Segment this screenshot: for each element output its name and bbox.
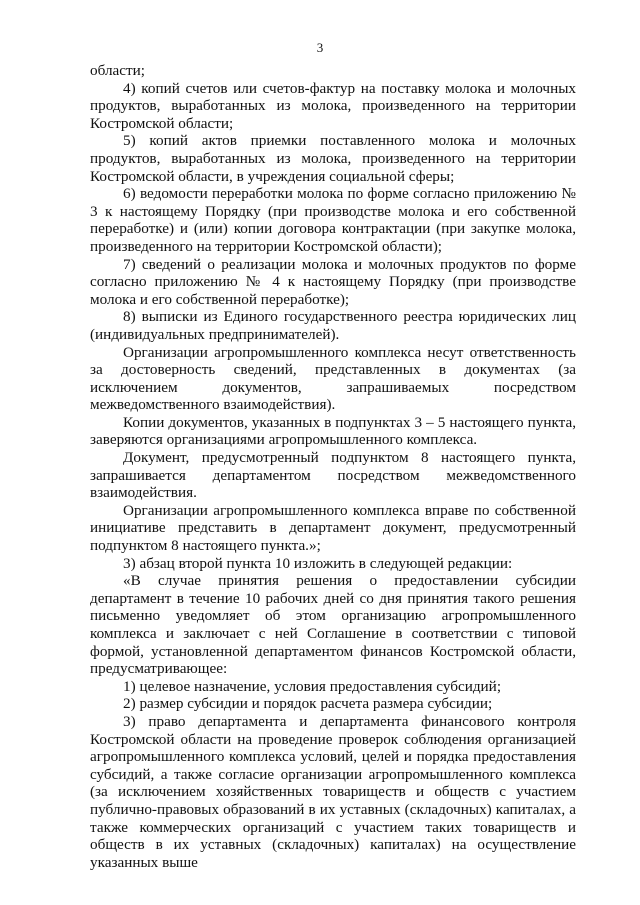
paragraph: 5) копий актов приемки поставленного молока и молочных продуктов, выработанных из молока, произведенного на территории Костромской области, в учреждения социальной сферы; [90, 132, 576, 185]
paragraph: 7) сведений о реализации молока и молочных продуктов по форме согласно приложению № 4 к настоящему Порядку (при производстве молока и его собственной переработке); [90, 255, 576, 308]
paragraph: 2) размер субсидии и порядок расчета размера субсидии; [123, 695, 493, 713]
document-body [90, 62, 576, 871]
paragraph: Документ, предусмотренный подпунктом 8 настоящего пункта, запрашивается департаментом посредством межведомственного взаимодействия. [90, 449, 576, 502]
paragraph: 6) ведомости переработки молока по форме согласно приложению № 3 к настоящему Порядку (при производстве молока и его собственной переработке) и (или) копии договора контрактации (при закупке молока, произведенного на территории Костромской области); [90, 185, 576, 255]
paragraph: Организации агропромышленного комплекса несут ответственность за достоверность сведений, представленных в документах (за исключением документов, запрашиваемых посредством межведомственного взаимодействия). [90, 343, 576, 414]
paragraph: 3) право департамента и департамента финансового контроля Костромской области на проведение проверок соблюдения организацией агропромышленного комплекса условий, целей и порядка предоставления субсидий, а также согласие организации агропромышленного комплекса (за исключением хозяйственных товариществ и обществ с участием публично-правовых образований в их уставных (складочных) капиталах, а также коммерческих организаций с участием таких товариществ и обществ в их уставных (складочных) капиталах) на осуществление указанных выше [90, 712, 576, 871]
paragraph: 3) абзац второй пункта 10 изложить в следующей редакции: [123, 554, 513, 572]
paragraph: «В случае принятия решения о предоставлении субсидии департамент в течение 10 рабочих дней со дня принятия такого решения письменно уведомляет об этом организацию агропромышленного комплекса и заключает с ней Соглашение в соответствии с типовой формой, установленной департаментом финансов Костромской области, предусматривающее: [90, 572, 576, 678]
paragraph: 8) выписки из Единого государственного реестра юридических лиц (индивидуальных предпринимателей). [90, 308, 576, 343]
paragraph: 4) копий счетов или счетов-фактур на поставку молока и молочных продуктов, выработанных из молока, произведенного на территории Костромской области; [90, 79, 576, 132]
page-number: 3 [316, 40, 324, 55]
paragraph: области; [90, 62, 145, 79]
paragraph: Копии документов, указанных в подпунктах 3 – 5 настоящего пункта, заверяются организациями агропромышленного комплекса. [90, 413, 576, 449]
paragraph: Организации агропромышленного комплекса вправе по собственной инициативе представить в департамент документ, предусмотренный подпунктом 8 настоящего пункта.»; [90, 501, 576, 555]
paragraph: 1) целевое назначение, условия предоставления субсидий; [123, 677, 502, 695]
